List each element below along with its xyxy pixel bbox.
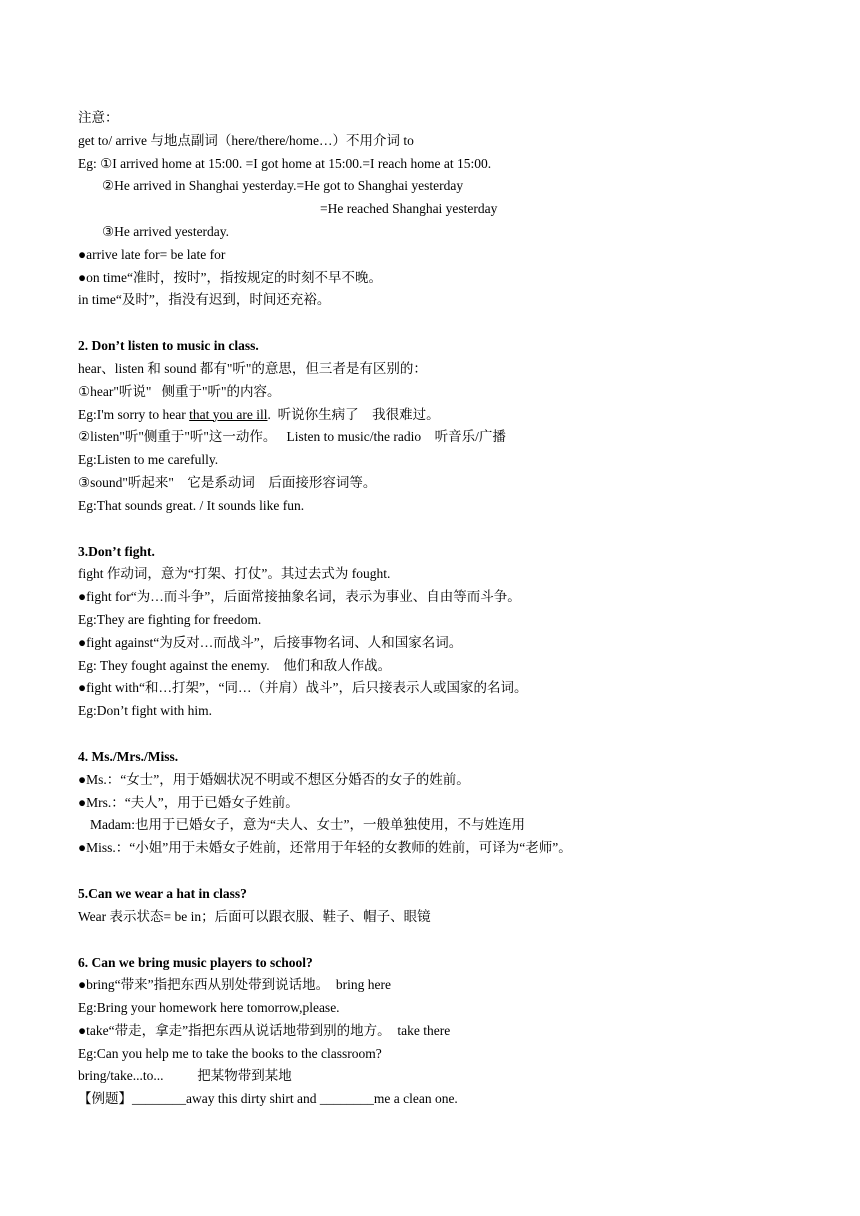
- bullet-item: ●arrive late for= be late for: [78, 246, 226, 262]
- example-line: ②He arrived in Shanghai yesterday.=He got to Shanghai yesterday: [102, 178, 464, 194]
- exercise-line: 【例题】________away this dirty shirt and ________me a clean one.: [78, 1091, 458, 1107]
- document-page: [78, 107, 838, 1111]
- example-line: [78, 404, 838, 427]
- body-line: hear、listen 和 sound 都有"听"的意思，但三者是有区别的：: [78, 360, 427, 376]
- bullet-item: ●take“带走，拿走”指把东西从说话地带到别的地方。 take there: [78, 1022, 451, 1038]
- example-line: Eg:Bring your homework here tomorrow,please.: [78, 1000, 340, 1016]
- section-heading: 3.Don’t fight.: [78, 543, 155, 559]
- example-line: Eg: ①I arrived home at 15:00. =I got home at 15:00.=I reach home at 15:00.: [78, 155, 492, 171]
- bullet-item: ●Ms.：“女士”，用于婚姻状况不明或不想区分婚否的女子的姓前。: [78, 771, 470, 787]
- bullet-item: ●Mrs.：“夫人”，用于已婚女子姓前。: [78, 794, 299, 810]
- body-line: ①hear"听说" 侧重于"听"的内容。: [78, 383, 281, 399]
- bullet-item: ●fight against“为反对…而战斗”，后接事物名词、人和国家名词。: [78, 634, 463, 650]
- example-text: . 听说你生病了 我很难过。: [267, 406, 440, 422]
- section-heading: 4. Ms./Mrs./Miss.: [78, 748, 179, 764]
- bullet-item: ●fight for“为…而斗争”，后面常接抽象名词，表示为事业、自由等而斗争。: [78, 589, 521, 605]
- section-heading: 6. Can we bring music players to school?: [78, 954, 313, 970]
- section-heading: 2. Don’t listen to music in class.: [78, 338, 259, 354]
- underlined-text: that you are ill: [189, 406, 268, 422]
- bullet-item: ●on time“准时，按时”，指按规定的时刻不早不晚。: [78, 269, 383, 285]
- note-label: 注意：: [78, 110, 119, 125]
- body-line: ③sound"听起来" 它是系动词 后面接形容词等。: [78, 474, 377, 490]
- body-line: fight 作动词，意为“打架、打仗”。其过去式为 fought.: [78, 566, 391, 582]
- note-line: in time“及时”，指没有迟到，时间还充裕。: [78, 292, 331, 308]
- body-line: Wear 表示状态= be in；后面可以跟衣服、鞋子、帽子、眼镜: [78, 908, 431, 924]
- example-line: Eg: They fought against the enemy. 他们和敌人作战。: [78, 657, 392, 673]
- bullet-item: ●Miss.：“小姐”用于未婚女子姓前，还常用于年轻的女教师的姓前，可译为“老师”。: [78, 840, 572, 856]
- bullet-item: ●fight with“和…打架”，“同…（并肩）战斗”，后只接表示人或国家的名词。: [78, 680, 528, 696]
- example-line: Eg:Listen to me carefully.: [78, 452, 219, 468]
- example-line: ③He arrived yesterday.: [102, 223, 230, 239]
- body-line: Madam:也用于已婚女子，意为“夫人、女士”，一般单独使用，不与姓连用: [90, 817, 525, 833]
- rule-text: get to/ arrive 与地点副词（here/there/home…）不用介词 to: [78, 132, 414, 148]
- section-heading: 5.Can we wear a hat in class?: [78, 885, 247, 901]
- example-line: Eg:That sounds great. / It sounds like fun.: [78, 497, 305, 513]
- example-line: Eg:They are fighting for freedom.: [78, 611, 262, 627]
- example-line: Eg:Can you help me to take the books to the classroom?: [78, 1045, 382, 1061]
- example-line: =He reached Shanghai yesterday: [320, 201, 498, 217]
- bullet-item: ●bring“带来”指把东西从别处带到说话地。 bring here: [78, 977, 391, 993]
- body-line: bring/take...to... 把某物带到某地: [78, 1068, 292, 1084]
- example-text: Eg:I'm sorry to hear: [78, 406, 190, 422]
- body-line: ②listen"听"侧重于"听"这一动作。 Listen to music/the radio 听音乐/广播: [78, 429, 506, 445]
- example-line: Eg:Don’t fight with him.: [78, 703, 212, 719]
